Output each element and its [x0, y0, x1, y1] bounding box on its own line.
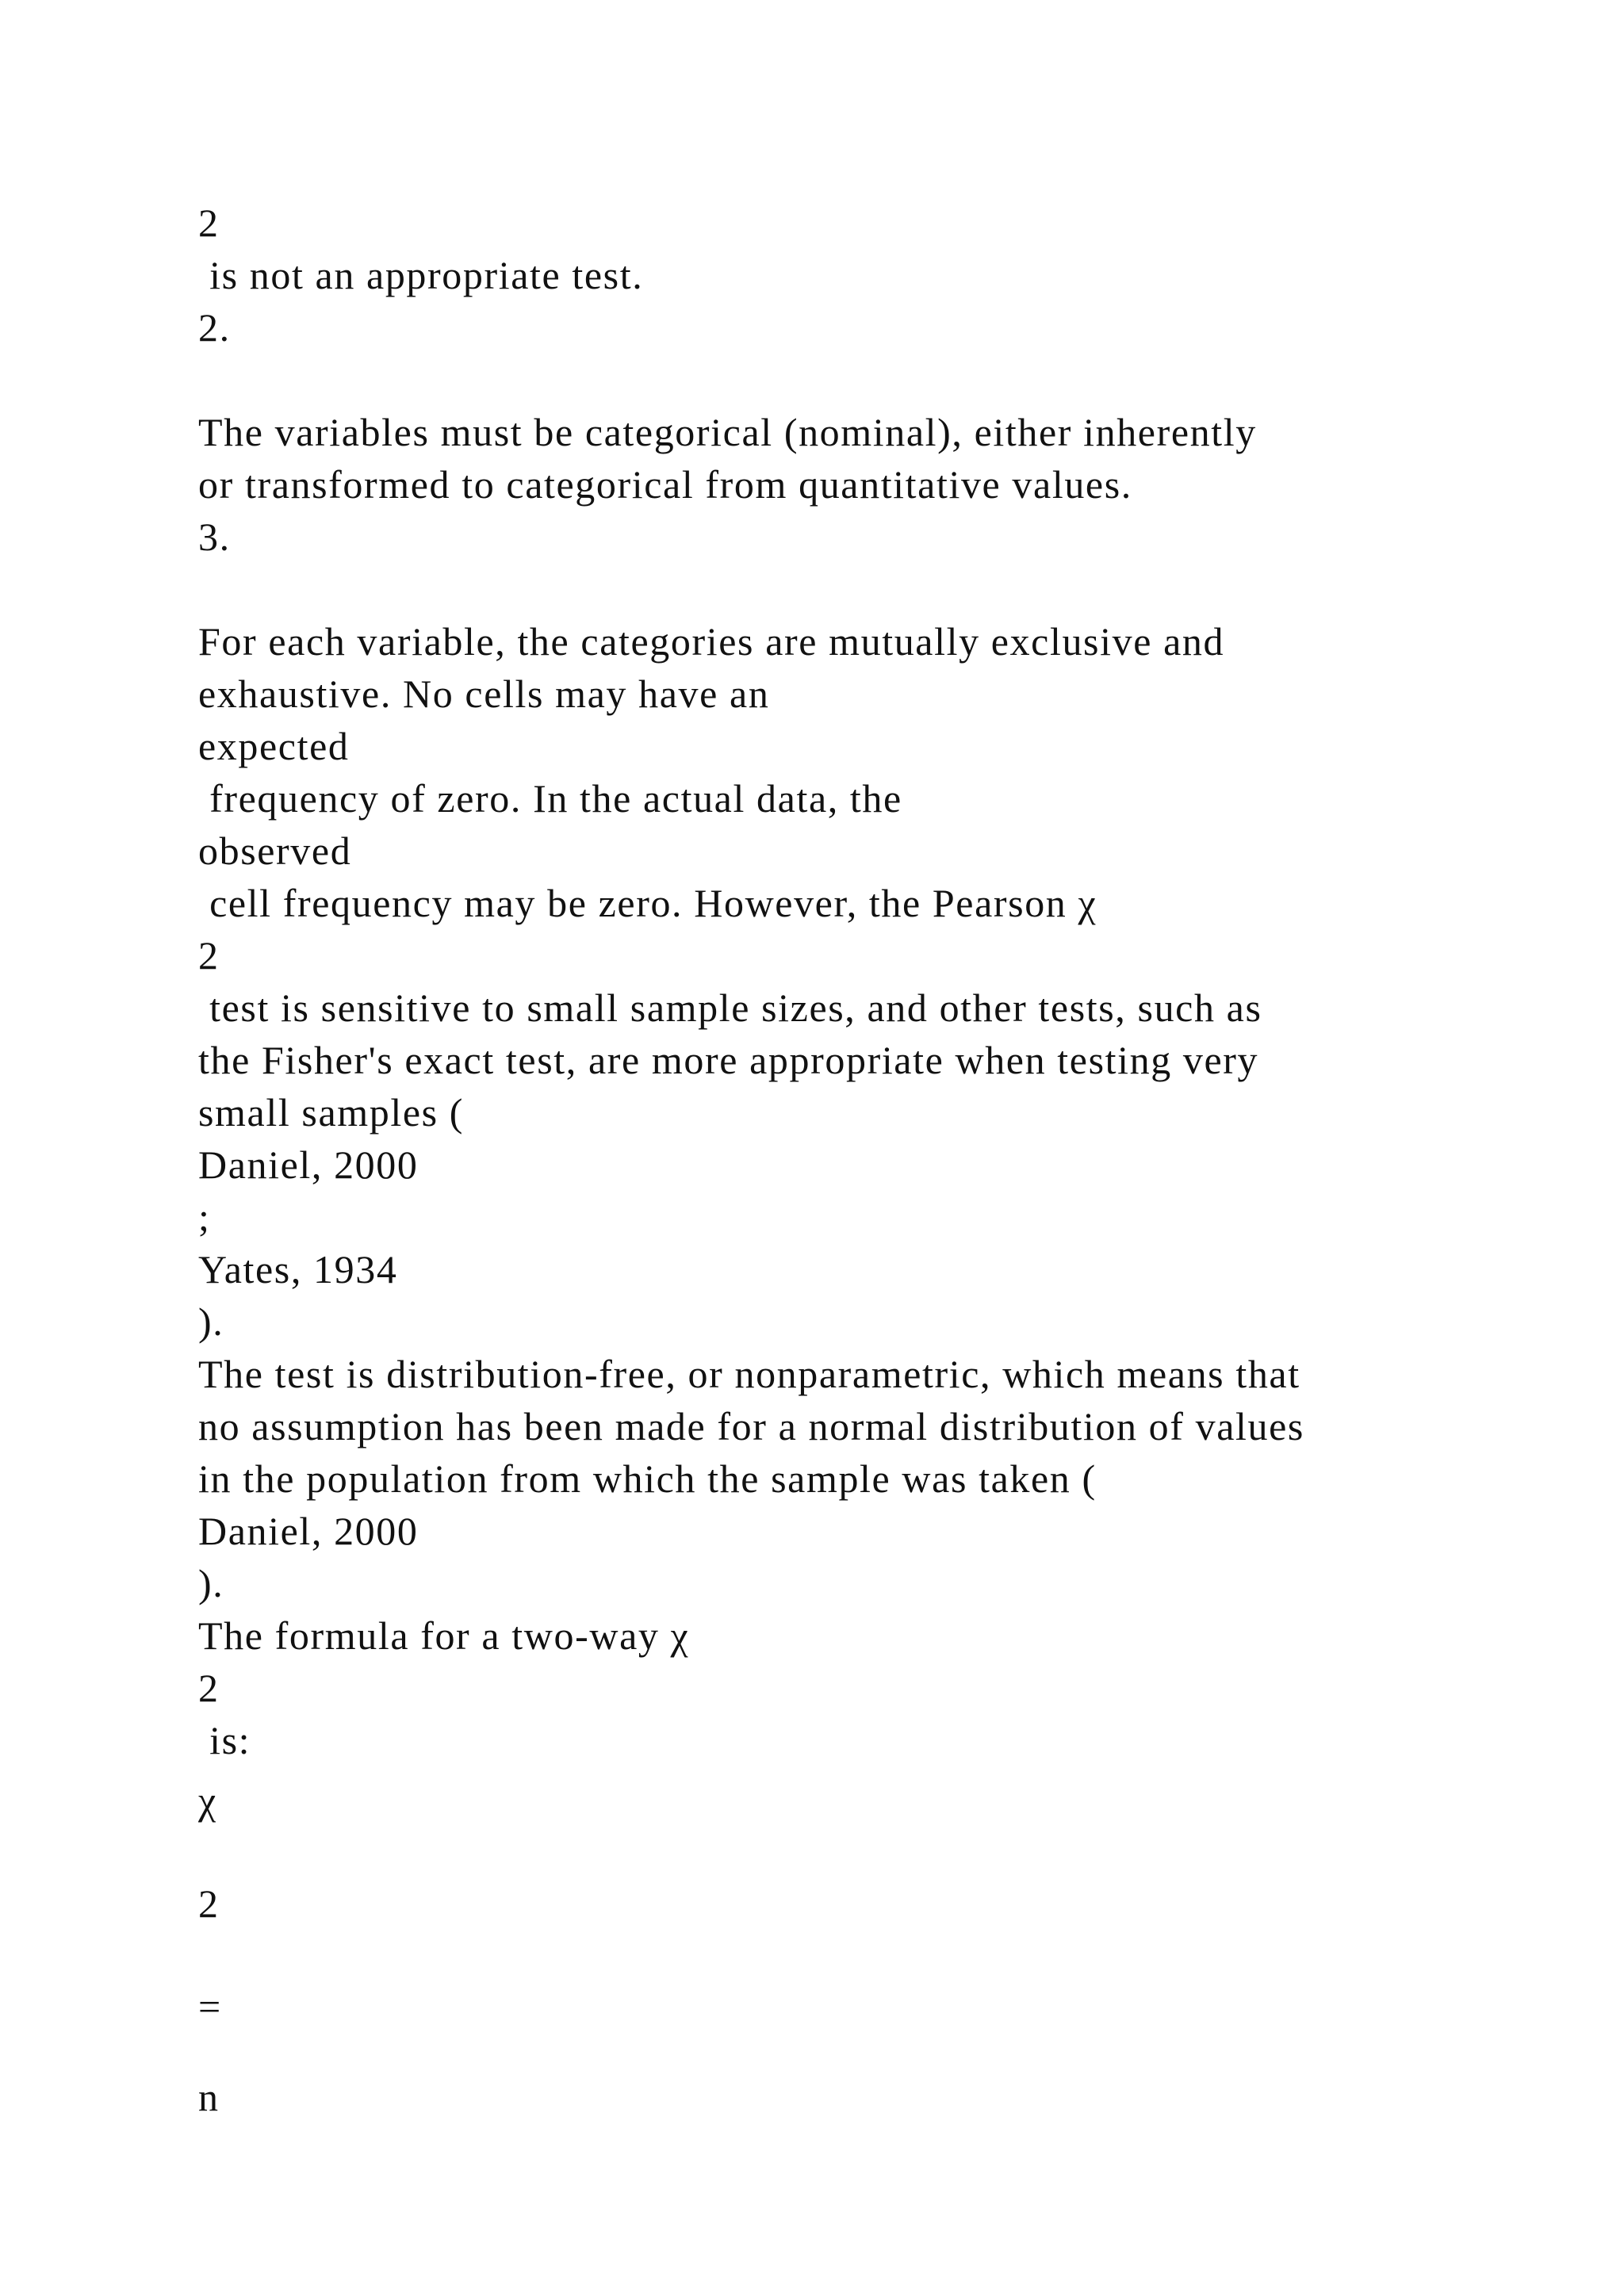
citation-close: ). — [198, 1299, 224, 1344]
body-text-line: in the population from which the sample was taken ( — [198, 1456, 1097, 1501]
body-text-line: For each variable, the categories are mutually exclusive and — [198, 619, 1225, 664]
body-text-line: The test is distribution-free, or nonparametric, which means that — [198, 1352, 1300, 1396]
body-text-line: no assumption has been made for a normal distribution of values — [198, 1404, 1304, 1448]
body-text-line: exhaustive. No cells may have an — [198, 672, 770, 716]
body-text-line: test is sensitive to small sample sizes, and other tests, such as — [198, 985, 1262, 1030]
citation-text: Daniel, 2000 — [198, 1142, 419, 1187]
superscript-text: 2 — [198, 201, 220, 245]
body-text-line: is: — [198, 1718, 251, 1762]
body-text-line: The formula for a two-way χ — [198, 1613, 690, 1658]
citation-close: ). — [198, 1561, 224, 1605]
emphasized-text: expected — [198, 724, 350, 768]
formula-variable: n — [198, 2075, 220, 2119]
superscript-text: 2 — [198, 933, 220, 978]
citation-separator: ; — [198, 1195, 211, 1239]
superscript-text: 2 — [198, 1666, 220, 1710]
citation-text: Daniel, 2000 — [198, 1509, 419, 1553]
body-text-line: small samples ( — [198, 1090, 465, 1135]
body-text-line: frequency of zero. In the actual data, the — [198, 776, 902, 821]
formula-equals: = — [198, 1984, 222, 2029]
formula-symbol: χ — [198, 1778, 217, 1823]
emphasized-text: observed — [198, 828, 352, 873]
body-text-line: the Fisher's exact test, are more appropriate when testing very — [198, 1038, 1259, 1082]
list-number: 2. — [198, 305, 231, 350]
body-text-line: or transformed to categorical from quantitative values. — [198, 462, 1132, 507]
body-text-line: is not an appropriate test. — [198, 253, 644, 297]
citation-text: Yates, 1934 — [198, 1247, 398, 1292]
body-text-line: The variables must be categorical (nominal), either inherently — [198, 410, 1257, 454]
body-text-line: cell frequency may be zero. However, the Pearson χ — [198, 881, 1097, 925]
list-number: 3. — [198, 515, 231, 559]
formula-superscript: 2 — [198, 1881, 220, 1926]
